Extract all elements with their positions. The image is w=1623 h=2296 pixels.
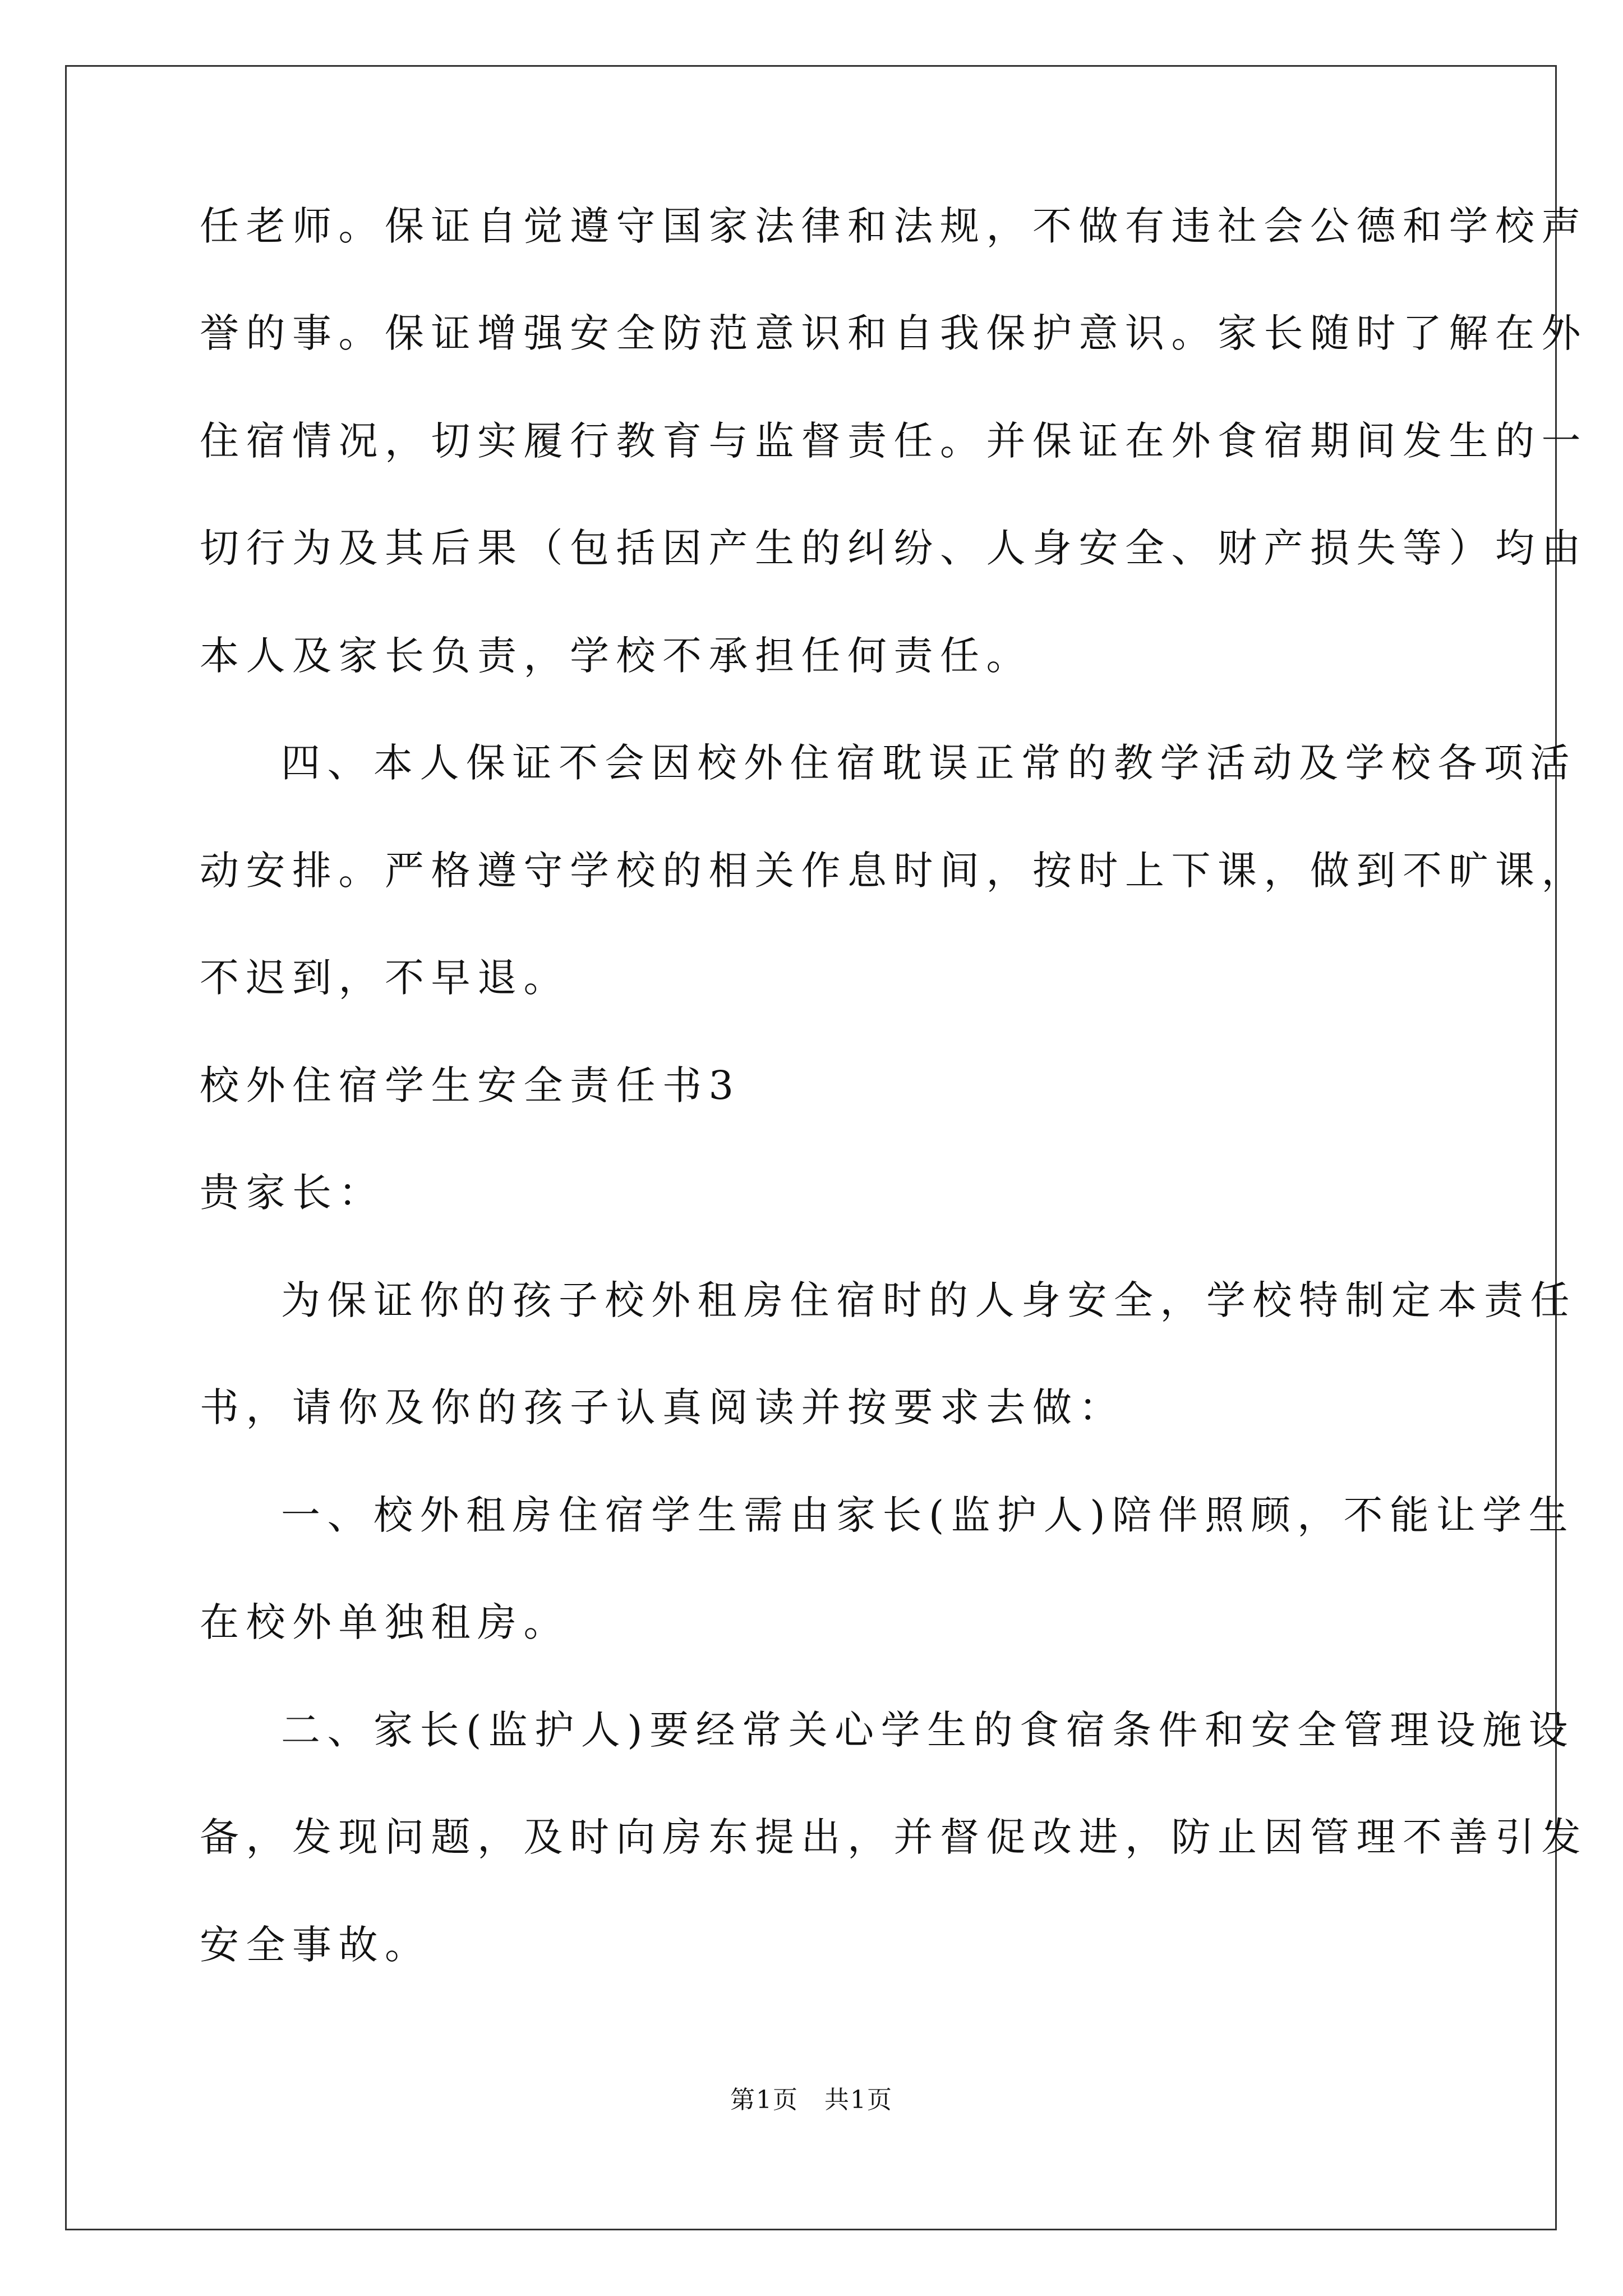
paragraph-line: 誉的事。保证增强安全防范意识和自我保护意识。家长随时了解在外 xyxy=(200,310,1588,356)
paragraph-line: 在校外单独租房。 xyxy=(200,1599,570,1645)
paragraph-line: 备，发现问题，及时向房东提出，并督促改进，防止因管理不善引发 xyxy=(200,1814,1588,1860)
paragraph-line: 本人及家长负责，学校不承担任何责任。 xyxy=(200,633,1032,679)
salutation: 贵家长： xyxy=(200,1170,385,1216)
paragraph-line: 任老师。保证自觉遵守国家法律和法规，不做有违社会公德和学校声 xyxy=(200,203,1588,249)
paragraph-line: 二、家长(监护人)要经常关心学生的食宿条件和安全管理设施设 xyxy=(281,1707,1575,1753)
paragraph-line: 书，请你及你的孩子认真阅读并按要求去做： xyxy=(200,1384,1125,1430)
paragraph-line: 一、校外租房住宿学生需由家长(监护人)陪伴照顾，不能让学生 xyxy=(281,1492,1575,1538)
section-title: 校外住宿学生安全责任书3 xyxy=(200,1062,741,1108)
page-border xyxy=(65,65,1588,2230)
paragraph-line: 四、本人保证不会因校外住宿耽误正常的教学活动及学校各项活 xyxy=(281,740,1576,786)
paragraph-line: 住宿情况，切实履行教育与监督责任。并保证在外食宿期间发生的一 xyxy=(200,418,1588,464)
paragraph-line: 不迟到，不早退。 xyxy=(200,955,570,1001)
paragraph-line: 切行为及其后果（包括因产生的纠纷、人身安全、财产损失等）均由 xyxy=(200,525,1588,571)
page-number-footer: 第1页 共1页 xyxy=(730,2086,893,2114)
paragraph-line: 动安排。严格遵守学校的相关作息时间，按时上下课，做到不旷课， xyxy=(200,848,1588,894)
paragraph-line: 安全事故。 xyxy=(200,1922,431,1968)
paragraph-line: 为保证你的孩子校外租房住宿时的人身安全，学校特制定本责任 xyxy=(281,1277,1576,1323)
